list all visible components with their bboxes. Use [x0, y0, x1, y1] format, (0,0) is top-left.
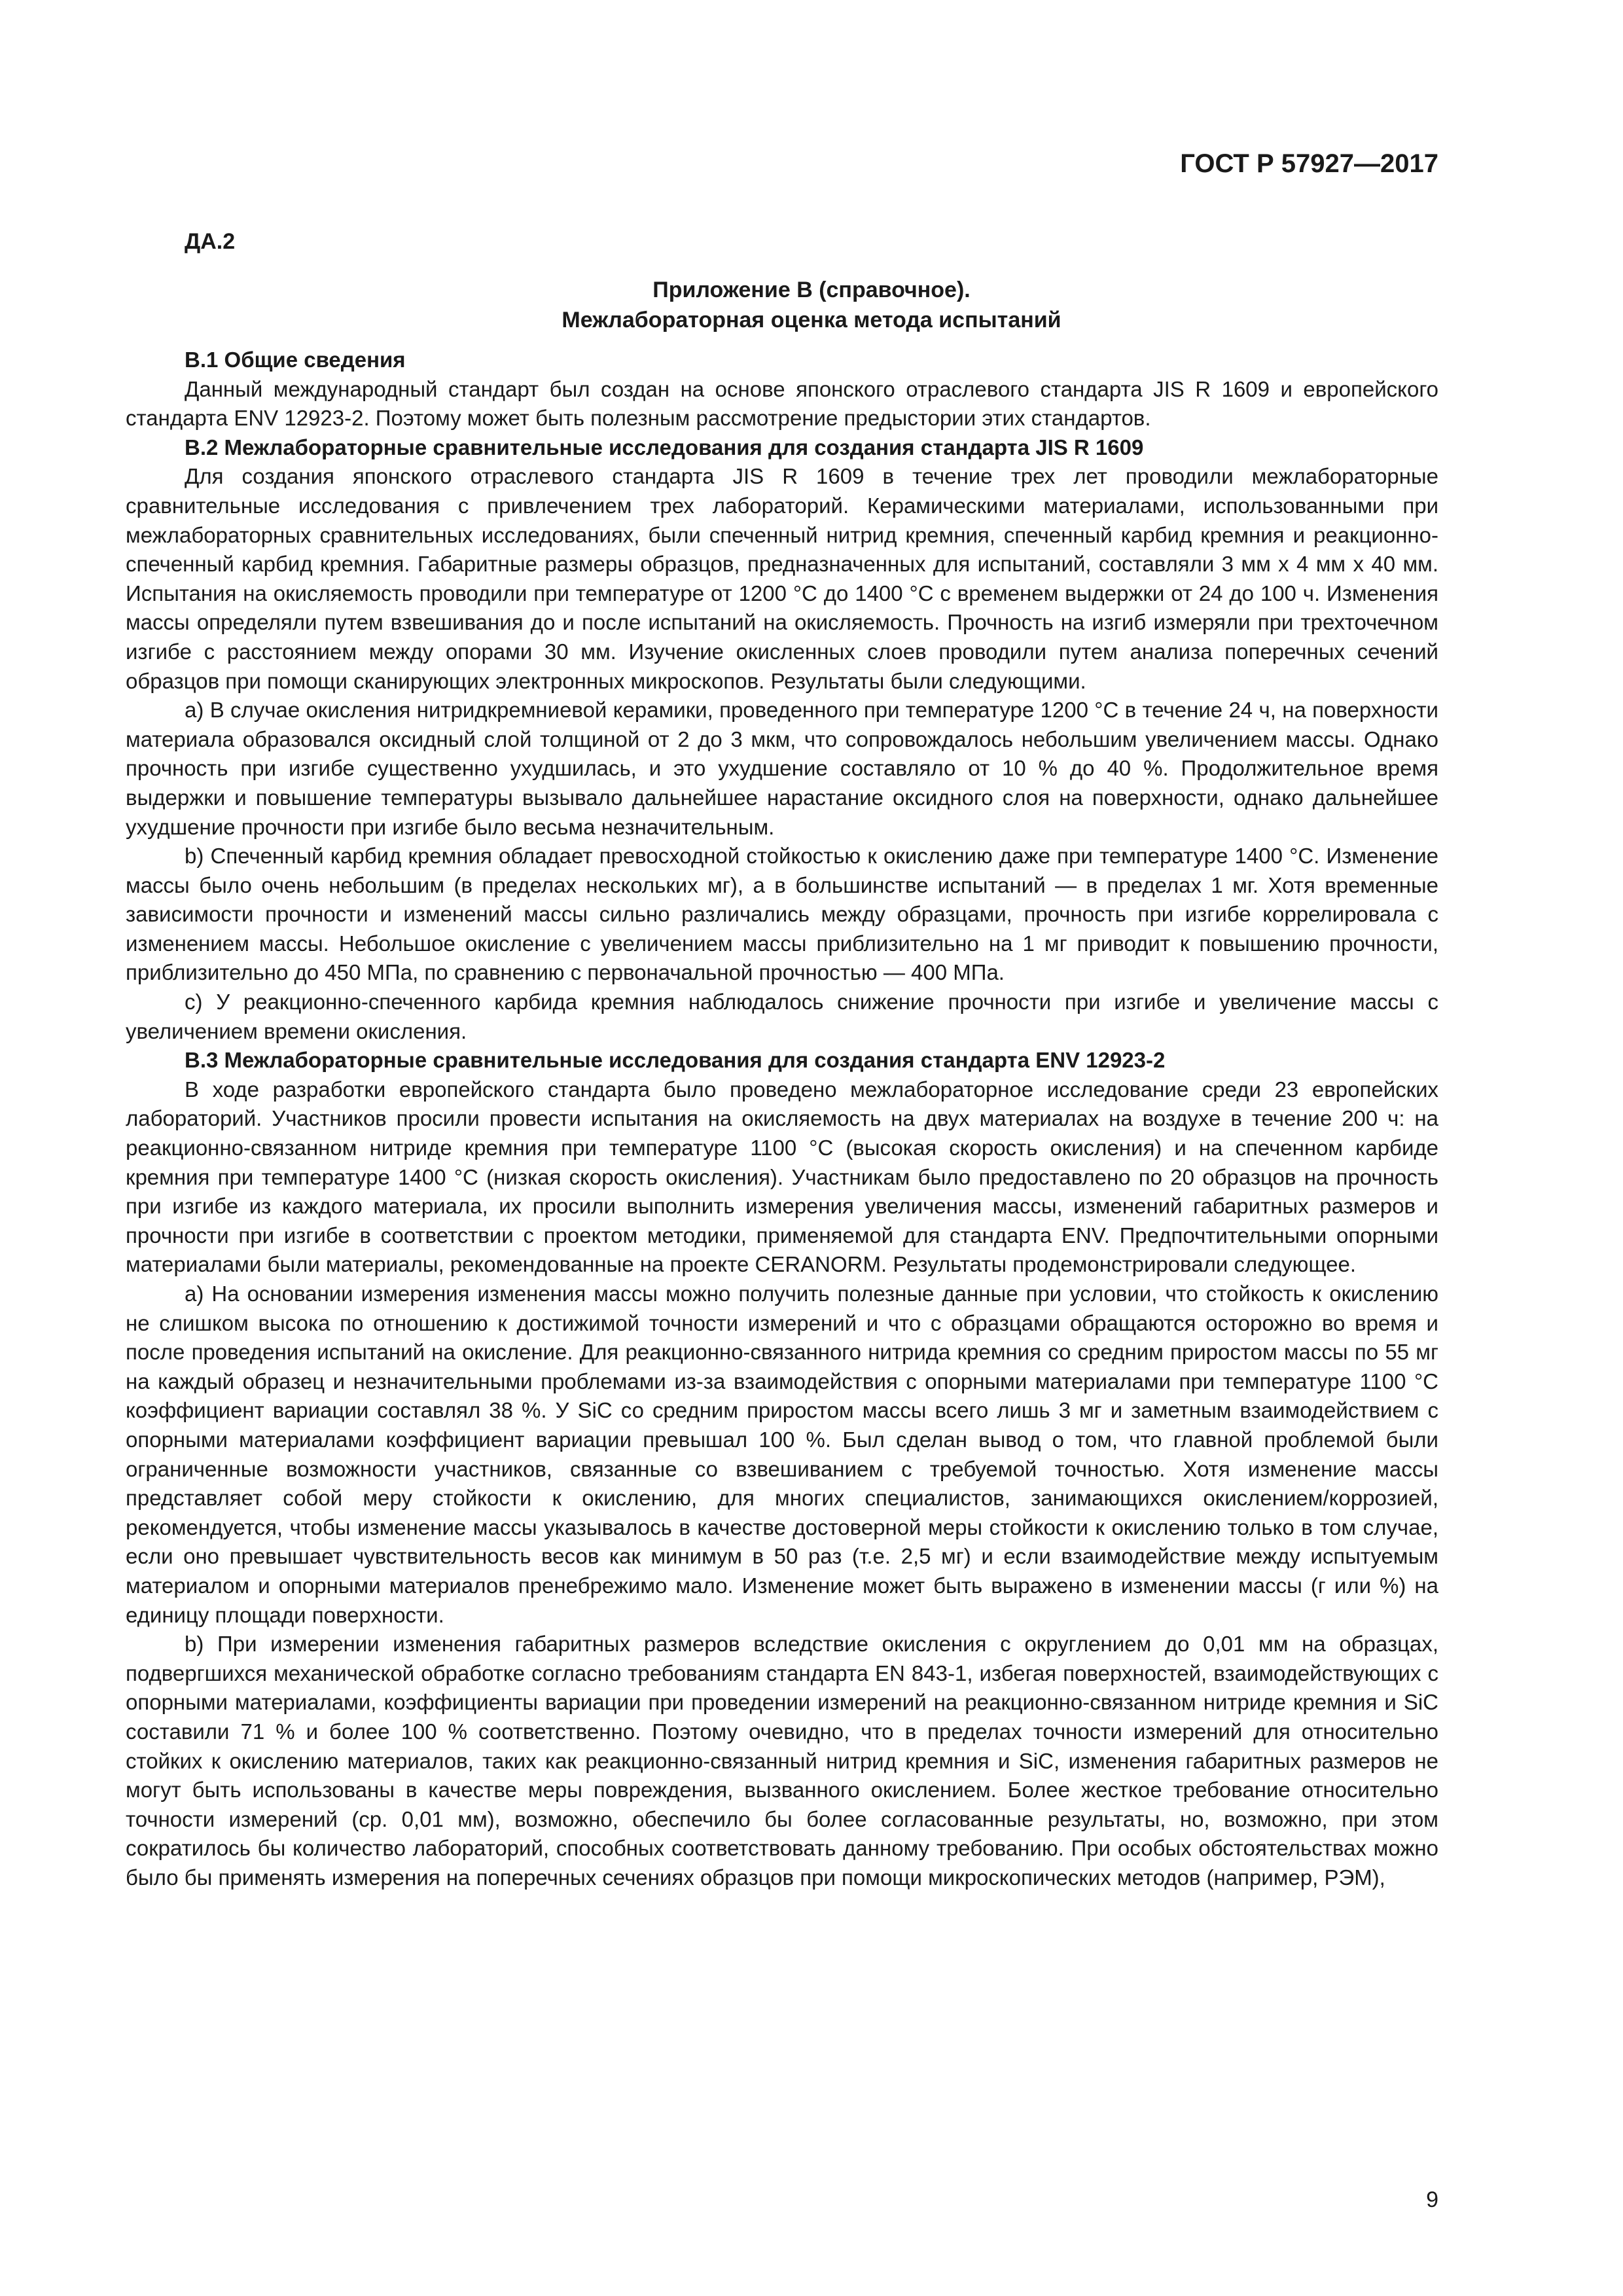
appendix-title: Приложение В (справочное).	[652, 278, 971, 302]
paragraph-jis-study: Для создания японского отраслевого стандарта JIS R 1609 в течение трех лет проводили межлабораторные сравнительные исследования с привлечением трех лабораторий. Керамическими материалами, использованными при межлабораторных сравнительных исследованиях, были спеченный нитрид кремния, спеченный карбид кремния и реакционно-спеченный карбид кремния. Габаритные размеры образцов, предназначенных для испытаний, составляли 3 мм x 4 мм x 40 мм. Испытания на окисляемость проводили при температуре от 1200 °C до 1400 °C с временем выдержки от 24 до 100 ч. Изменения массы определяли путем взвешивания до и после испытаний на окисляемость. Прочность на изгиб измеряли при трехточечном изгибе с расстоянием между опорами 30 мм. Изучение окисленных слоев проводили путем анализа поперечных сечений образцов при помощи сканирующих электронных микроскопов. Результаты были следующими.	[126, 464, 1438, 693]
section-heading-b3: В.3 Межлабораторные сравнительные исследования для создания стандарта ENV 12923-2	[185, 1048, 1166, 1073]
paragraph-item-b-sic: b) Спеченный карбид кремния обладает превосходной стойкостью к окислению даже при температуре 1400 °C. Изменение массы было очень небольшим (в пределах нескольких мг), а в большинстве испытаний — в пределах 1 мг. Хотя временные зависимости прочности и изменений массы сильно различались между образцами, прочность при изгибе коррелировала с изменением массы. Небольшое окисление с увеличением массы приблизительно на 1 мг приводит к повышению прочности, приблизительно до 450 МПа, по сравнению с первоначальной прочностью — 400 МПа.	[126, 844, 1438, 985]
page-number: 9	[1426, 2187, 1438, 2212]
paragraph-item-b-dimensions: b) При измерении изменения габаритных размеров вследствие окисления с округлением до 0,01 мм на образцах, подвергшихся механической обработке согласно требованиям стандарта EN 843-1, избегая поверхностей, взаимодействующих с опорными материалами, коэффициенты вариации при проведении измерений на реакционно-связанном нитриде кремния и SiC составили 71 % и более 100 % соответственно. Поэтому очевидно, что в пределах точности измерений для относительно стойких к окислению материалов, таких как реакционно-связанный нитрид кремния и SiC, изменения габаритных размеров не могут быть использованы в качестве меры повреждения, вызванного окислением. Более жесткое требование относительно точности измерений (ср. 0,01 мм), возможно, обеспечило бы более согласованные результаты, но, возможно, при этом сократилось бы количество лабораторий, способных соответствовать данному требованию. При особых обстоятельствах можно было бы применять измерения на поперечных сечениях образцов при помощи микроскопических методов (например, РЭМ),	[126, 1632, 1438, 1890]
section-heading-b2: В.2 Межлабораторные сравнительные исследования для создания стандарта JIS R 1609	[185, 435, 1144, 459]
section-heading-b1: В.1 Общие сведения	[185, 348, 406, 372]
paragraph-item-a-nitride: а) В случае окисления нитридкремниевой керамики, проведенного при температуре 1200 °C в течение 24 ч, на поверхности материала образовался оксидный слой толщиной от 2 до 3 мкм, что сопровождалось небольшим увеличением массы. Однако прочность при изгибе существенно ухудшилась, и это ухудшение составляло от 10 % до 40 %. Продолжительное время выдержки и повышение температуры вызывало дальнейшее нарастание оксидного слоя на поверхности, однако дальнейшее ухудшение прочности при изгибе было весьма незначительным.	[126, 698, 1438, 839]
paragraph-item-c-rbsic: c) У реакционно-спеченного карбида кремния наблюдалось снижение прочности при изгибе и увеличение массы с увеличением времени окисления.	[126, 990, 1438, 1043]
appendix-heading	[185, 275, 1438, 335]
document-id-header: ГОСТ Р 57927—2017	[1180, 149, 1438, 178]
paragraph-general: Данный международный стандарт был создан на основе японского отраслевого стандарта JIS R 1609 и европейского стандарта ENV 12923-2. Поэтому может быть полезным рассмотрение предыстории этих стандартов.	[126, 376, 1438, 431]
document-body	[126, 346, 1438, 1892]
paragraph-item-a-mass-change: а) На основании измерения изменения массы можно получить полезные данные при условии, что стойкость к окислению не слишком высока по отношению к достижимой точности измерений и что с образцами обращаются осторожно во время и после проведения испытаний на окисление. Для реакционно-связанного нитрида кремния со средним приростом массы по 55 мг на каждый образец и незначительными проблемами из-за взаимодействия с опорными материалами при температуре 1100 °C коэффициент вариации составлял 38 %. У SiC со средним приростом массы всего лишь 3 мг и заметным взаимодействием с опорными материалами коэффициент вариации превышал 100 %. Был сделан вывод о том, что главной проблемой были ограниченные возможности участников, связанные со взвешиванием с требуемой точностью. Хотя изменение массы представляет собой меру стойкости к окислению, для многих специалистов, занимающихся окислением/коррозией, рекомендуется, чтобы изменение массы указывалось в качестве достоверной меры стойкости к окислению только в том случае, если оно превышает чувствительность весов как минимум в 50 раз (т.е. 2,5 мг) и если взаимодействие между испытуемым материалом и опорными материалов пренебрежимо мало. Изменение может быть выражено в изменении массы (г или %) на единицу площади поверхности.	[126, 1282, 1438, 1627]
section-label: ДА.2	[185, 229, 236, 254]
appendix-subtitle: Межлабораторная оценка метода испытаний	[562, 308, 1061, 332]
paragraph-env-study: В ходе разработки европейского стандарта было проведено межлабораторное исследование среди 23 европейских лабораторий. Участников просили провести испытания на окисляемость на двух материалах на воздухе в течение 200 ч: на реакционно-связанном нитриде кремния при температуре 1100 °C (высокая скорость окисления) и на спеченном карбиде кремния при температуре 1400 °C (низкая скорость окисления). Участникам было предоставлено по 20 образцов на прочность при изгибе из каждого материала, их просили выполнить измерения увеличения массы, изменений габаритных размеров и прочности при изгибе в соответствии с проектом методики, применяемой для стандарта ENV. Предпочтительными опорными материалами были материалы, рекомендованные на проекте CERANORM. Результаты продемонстрировали следующее.	[126, 1077, 1438, 1277]
